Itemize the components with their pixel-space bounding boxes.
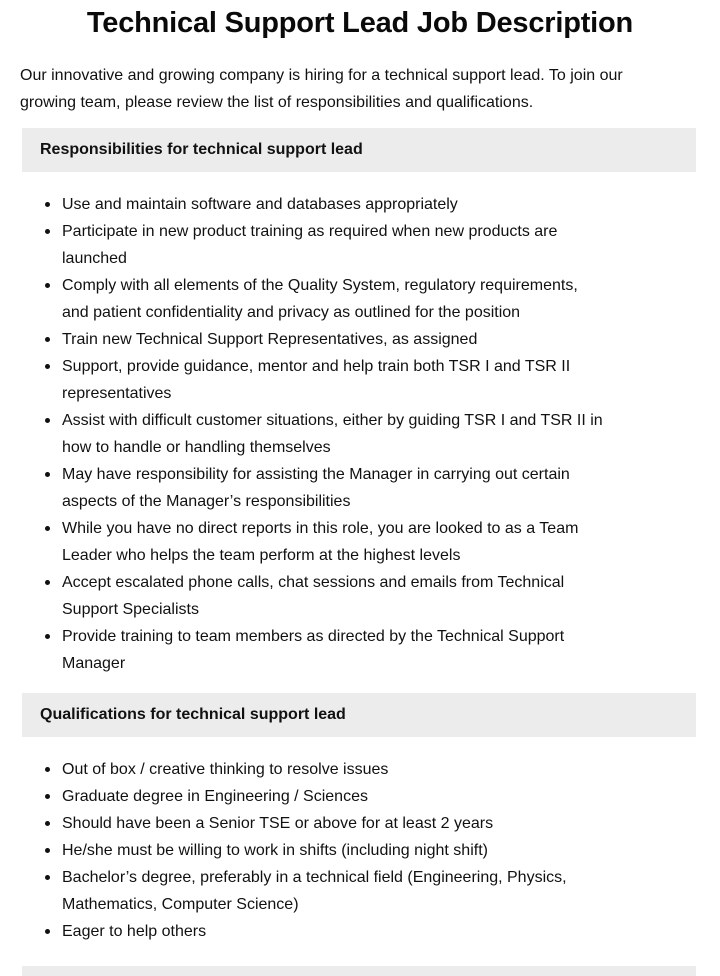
- list-item: Out of box / creative thinking to resolve issues: [20, 756, 607, 783]
- qualifications-list: [20, 756, 700, 945]
- list-item: Accept escalated phone calls, chat sessions and emails from Technical Support Specialists: [20, 569, 607, 623]
- list-item: Use and maintain software and databases appropriately: [20, 191, 607, 218]
- section-qualifications: [20, 693, 700, 945]
- intro-paragraph: Our innovative and growing company is hiring for a technical support lead. To join our growing team, please review the list of responsibilities and qualifications.: [20, 67, 623, 111]
- section-heading-qualifications: Qualifications for technical support lead: [22, 693, 696, 737]
- list-item: Should have been a Senior TSE or above for at least 2 years: [20, 810, 607, 837]
- list-item: May have responsibility for assisting the Manager in carrying out certain aspects of the Manager’s responsibilities: [20, 461, 607, 515]
- list-item: Comply with all elements of the Quality System, regulatory requirements, and patient confidentiality and privacy as outlined for the position: [20, 272, 607, 326]
- page-title: Technical Support Lead Job Description: [86, 7, 634, 39]
- section-heading-partial-cutoff: [22, 966, 696, 976]
- list-item: He/she must be willing to work in shifts (including night shift): [20, 837, 607, 864]
- list-item: Eager to help others: [20, 918, 607, 945]
- responsibilities-list: [20, 191, 700, 677]
- section-responsibilities: [20, 128, 700, 677]
- list-item: Assist with difficult customer situations, either by guiding TSR I and TSR II in how to handle or handling themselves: [20, 407, 607, 461]
- list-item: Graduate degree in Engineering / Sciences: [20, 783, 607, 810]
- list-item: Train new Technical Support Representatives, as assigned: [20, 326, 607, 353]
- list-item: Provide training to team members as directed by the Technical Support Manager: [20, 623, 607, 677]
- list-item: Participate in new product training as required when new products are launched: [20, 218, 607, 272]
- list-item: Bachelor’s degree, preferably in a technical field (Engineering, Physics, Mathematics, Computer Science): [20, 864, 607, 918]
- list-item: Support, provide guidance, mentor and help train both TSR I and TSR II representatives: [20, 353, 607, 407]
- list-item: While you have no direct reports in this role, you are looked to as a Team Leader who helps the team perform at the highest levels: [20, 515, 607, 569]
- section-heading-responsibilities: Responsibilities for technical support lead: [22, 128, 696, 172]
